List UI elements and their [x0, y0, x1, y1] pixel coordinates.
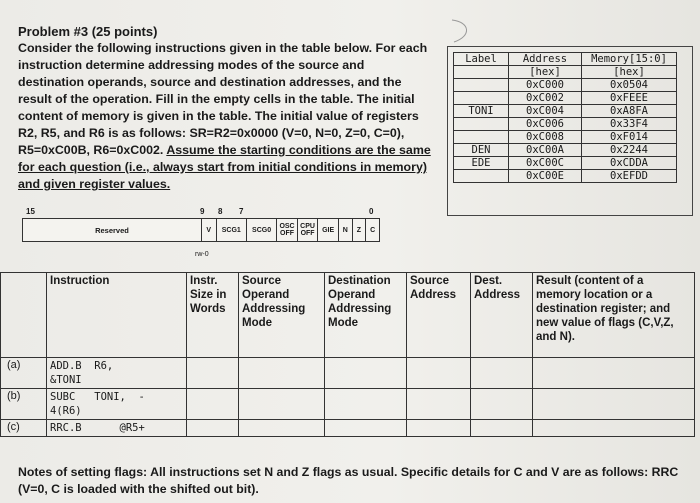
sr-n-bit: N [339, 219, 353, 241]
memory-label [454, 118, 509, 131]
memory-label [454, 92, 509, 105]
memory-value: 0xA8FA [582, 105, 677, 118]
table-row [1, 389, 695, 420]
memory-label [454, 170, 509, 183]
instr-size-cell[interactable] [187, 358, 239, 389]
memory-address: 0xC008 [509, 131, 582, 144]
memory-row [454, 170, 677, 183]
result-cell[interactable] [533, 358, 695, 389]
label-header: Label [454, 53, 509, 66]
sr-scg0-bit: SCG0 [247, 219, 277, 241]
result-cell[interactable] [533, 389, 695, 420]
memory-value: 0xFEEE [582, 92, 677, 105]
sr-gie-bit: GIE [318, 219, 339, 241]
instruction-cell: RRC.B @R5+ [47, 420, 187, 437]
sr-rw-note: rw-0 [195, 251, 209, 258]
src-address-cell[interactable] [407, 420, 471, 437]
status-register-diagram [22, 218, 380, 242]
instruction-header: Instruction [47, 273, 187, 358]
address-header: Address [509, 53, 582, 66]
memory-row [454, 79, 677, 92]
memory-value: 0x2244 [582, 144, 677, 157]
src-mode-cell[interactable] [239, 420, 325, 437]
memory-value: 0x0504 [582, 79, 677, 92]
instr-size-cell[interactable] [187, 389, 239, 420]
row-label: (c) [1, 420, 47, 437]
sr-bit-15: 15 [26, 207, 35, 216]
sr-scg1-bit: SCG1 [217, 219, 247, 241]
address-unit: [hex] [509, 66, 582, 79]
dst-address-header: Dest. Address [471, 273, 533, 358]
pen-mark [448, 18, 478, 44]
memory-row [454, 118, 677, 131]
problem-title: Problem #3 (25 points) [18, 24, 158, 39]
memory-header: Memory[15:0] [582, 53, 677, 66]
memory-address: 0xC002 [509, 92, 582, 105]
problem-description [18, 40, 433, 193]
memory-address: 0xC00A [509, 144, 582, 157]
memory-address: 0xC00E [509, 170, 582, 183]
memory-value: 0xCDDA [582, 157, 677, 170]
dst-address-cell[interactable] [471, 420, 533, 437]
src-mode-cell[interactable] [239, 389, 325, 420]
memory-label [454, 79, 509, 92]
memory-address: 0xC00C [509, 157, 582, 170]
dst-mode-header: Destination Operand Addressing Mode [325, 273, 407, 358]
sr-bit-9: 9 [200, 207, 205, 216]
memory-unit: [hex] [582, 66, 677, 79]
memory-row [454, 105, 677, 118]
sr-bit-0: 0 [369, 207, 374, 216]
memory-address: 0xC004 [509, 105, 582, 118]
memory-row [454, 92, 677, 105]
dst-mode-cell[interactable] [325, 420, 407, 437]
sr-bit-7: 7 [239, 207, 244, 216]
memory-value: 0xEFDD [582, 170, 677, 183]
memory-header-row [454, 53, 677, 66]
src-address-header: Source Address [407, 273, 471, 358]
memory-row [454, 157, 677, 170]
src-address-cell[interactable] [407, 358, 471, 389]
memory-label: EDE [454, 157, 509, 170]
src-mode-cell[interactable] [239, 358, 325, 389]
sr-v-bit: V [202, 219, 217, 241]
dst-mode-cell[interactable] [325, 358, 407, 389]
instruction-table [0, 272, 695, 437]
row-label-header [1, 273, 47, 358]
sr-cpuoff-bit: CPU OFF [298, 219, 319, 241]
dst-address-cell[interactable] [471, 358, 533, 389]
instruction-table-header [1, 273, 695, 358]
memory-address: 0xC006 [509, 118, 582, 131]
row-label: (b) [1, 389, 47, 420]
memory-value: 0x33F4 [582, 118, 677, 131]
sr-reserved-field: Reserved [23, 219, 202, 241]
problem-underlined-text: Assume the starting conditions are the same for each question (i.e., always start from initial conditions in memory) and given register values. [18, 143, 431, 191]
sr-bit-8: 8 [218, 207, 223, 216]
table-row [1, 420, 695, 437]
memory-row [454, 131, 677, 144]
memory-unit-row [454, 66, 677, 79]
src-address-cell[interactable] [407, 389, 471, 420]
problem-text: Consider the following instructions given in the table below. For each instruction determine addressing modes of the source and destination operands, source and destination addresses, and the result of the operation. Fill in the empty cells in the table. The initial content of memory is given in the table. The initial value of registers R2, R5, and R6 is as follows: SR=R2=0x0000 (V=0, N=0, Z=0, C=0), R5=0xC00B, R6=0xC002. [18, 41, 428, 157]
memory-label: TONI [454, 105, 509, 118]
instruction-cell: ADD.B R6, &TONI [47, 358, 187, 389]
sr-oscoff-bit: OSC OFF [277, 219, 298, 241]
memory-table [453, 52, 677, 183]
instruction-cell: SUBC TONI, - 4(R6) [47, 389, 187, 420]
memory-address: 0xC000 [509, 79, 582, 92]
instr-size-header: Instr. Size in Words [187, 273, 239, 358]
result-cell[interactable] [533, 420, 695, 437]
sr-z-bit: Z [353, 219, 367, 241]
instr-size-cell[interactable] [187, 420, 239, 437]
row-label: (a) [1, 358, 47, 389]
flag-notes: Notes of setting flags: All instructions set N and Z flags as usual. Specific details for C and V are as follows: RRC (V=0, C is loaded with the shifted out bit). [18, 465, 679, 496]
memory-label: DEN [454, 144, 509, 157]
result-header: Result (content of a memory location or a destination register; and new value of flags (C,V,Z, and N). [533, 273, 695, 358]
memory-row [454, 144, 677, 157]
memory-label [454, 131, 509, 144]
label-unit [454, 66, 509, 79]
src-mode-header: Source Operand Addressing Mode [239, 273, 325, 358]
sr-c-bit: C [370, 226, 376, 234]
dst-address-cell[interactable] [471, 389, 533, 420]
dst-mode-cell[interactable] [325, 389, 407, 420]
memory-value: 0xF014 [582, 131, 677, 144]
table-row [1, 358, 695, 389]
